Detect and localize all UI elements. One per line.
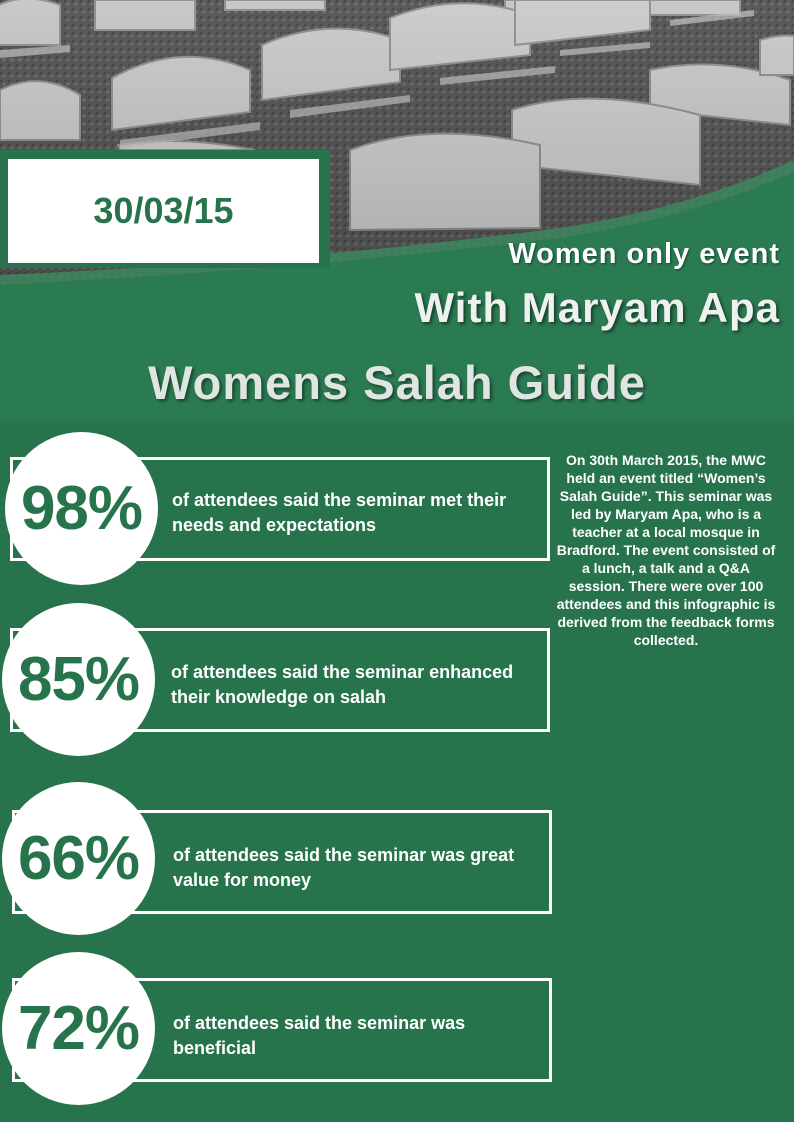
stat-row [0,782,560,942]
stat-percent: 98% [5,432,158,585]
stat-description: of attendees said the seminar was great value for money [173,845,515,890]
event-date: 30/03/15 [8,159,319,263]
prayer-rug-photo [0,0,794,335]
stat-percent: 66% [2,782,155,935]
stat-row [0,432,560,592]
stat-description: of attendees said the seminar was beneficial [173,1013,466,1058]
stat-row [0,952,560,1112]
stat-percent: 72% [2,952,155,1105]
stat-description: of attendees said the seminar met their needs and expectations [172,490,507,535]
date-frame [0,150,330,268]
stat-row [0,603,560,763]
stat-percent: 85% [2,603,155,756]
page-title: Womens Salah Guide [148,356,646,409]
event-description: On 30th March 2015, the MWC held an event titled “Women’s Salah Guide”. This seminar was led by Maryam Apa, who is a teacher at a local mosque in Bradford. The event consisted of a lunch, a talk and a Q&A session. There were over 100 attendees and this infographic is derived from the feedback forms collected. [556,452,776,648]
event-subtitle: Women only event [508,238,780,270]
event-host-title: With Maryam Apa [414,284,780,331]
stat-description: of attendees said the seminar enhanced their knowledge on salah [171,662,514,707]
